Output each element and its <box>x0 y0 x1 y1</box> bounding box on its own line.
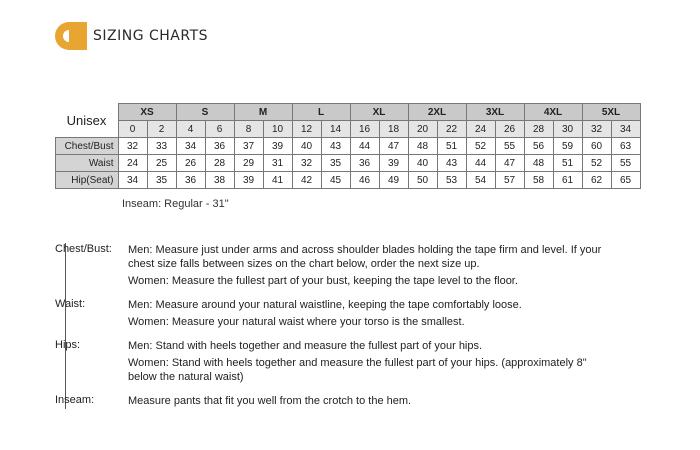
guide-line <box>128 274 655 288</box>
guide-prefix: Women: <box>128 275 169 287</box>
numeric-size-header: 32 <box>582 121 611 138</box>
numeric-size-header: 26 <box>495 121 524 138</box>
table-cell: 47 <box>379 138 408 155</box>
table-cell: 39 <box>263 138 292 155</box>
numeric-size-header: 12 <box>292 121 321 138</box>
table-cell: 55 <box>611 155 640 172</box>
table-cell: 36 <box>350 155 379 172</box>
size-header: M <box>234 104 292 121</box>
table-cell: 26 <box>176 155 205 172</box>
table-cell: 34 <box>176 138 205 155</box>
size-header: XS <box>118 104 176 121</box>
numeric-size-header: 8 <box>234 121 263 138</box>
guide-text: Stand with heels together and measure the fullest part of your hips. (approximately 8" <box>168 357 587 369</box>
table-cell: 48 <box>408 138 437 155</box>
guide-line <box>128 298 655 312</box>
size-header: L <box>292 104 350 121</box>
table-cell: 47 <box>495 155 524 172</box>
guide-text: Measure the fullest part of your bust, keeping the tape level to the floor. <box>168 275 518 287</box>
table-cell: 32 <box>118 138 147 155</box>
table-cell: 34 <box>118 172 147 189</box>
table-cell: 58 <box>524 172 553 189</box>
size-header-row <box>56 104 641 121</box>
numeric-size-row <box>56 121 641 138</box>
table-row <box>56 172 641 189</box>
guide-line <box>128 339 655 353</box>
guide-prefix: Men: <box>128 340 153 352</box>
table-cell: 57 <box>495 172 524 189</box>
table-cell: 59 <box>553 138 582 155</box>
inseam-regular-note: Inseam: Regular - 31" <box>122 198 229 210</box>
size-header: 4XL <box>524 104 582 121</box>
table-cell: 35 <box>321 155 350 172</box>
table-cell: 39 <box>234 172 263 189</box>
table-cell: 37 <box>234 138 263 155</box>
table-cell: 39 <box>379 155 408 172</box>
table-cell: 52 <box>582 155 611 172</box>
table-cell: 25 <box>147 155 176 172</box>
table-cell: 65 <box>611 172 640 189</box>
guide-line <box>128 370 655 384</box>
header <box>55 22 208 50</box>
numeric-size-header: 20 <box>408 121 437 138</box>
guide-section <box>55 339 655 384</box>
guide-label: Hips: <box>55 339 81 351</box>
guide-text: chest size falls between sizes on the chart below, order the next size up. <box>128 258 480 270</box>
guide-section <box>55 243 655 288</box>
guide-line <box>128 315 655 329</box>
numeric-size-header: 4 <box>176 121 205 138</box>
table-cell: 40 <box>408 155 437 172</box>
numeric-size-header: 10 <box>263 121 292 138</box>
table-cell: 54 <box>466 172 495 189</box>
size-header: XL <box>350 104 408 121</box>
table-cell: 38 <box>205 172 234 189</box>
numeric-size-header: 34 <box>611 121 640 138</box>
table-cell: 41 <box>263 172 292 189</box>
guide-line <box>128 356 655 370</box>
numeric-size-header: 6 <box>205 121 234 138</box>
table-cell: 36 <box>205 138 234 155</box>
table-cell: 51 <box>437 138 466 155</box>
table-cell: 40 <box>292 138 321 155</box>
size-header: 5XL <box>582 104 640 121</box>
table-cell: 42 <box>292 172 321 189</box>
table-cell: 43 <box>321 138 350 155</box>
guide-label: Inseam: <box>55 394 95 406</box>
table-cell: 49 <box>379 172 408 189</box>
sizing-table <box>55 103 641 189</box>
guide-text: Measure just under arms and across shoulder blades holding the tape firm and level. If your <box>152 244 602 256</box>
table-cell: 50 <box>408 172 437 189</box>
table-cell: 60 <box>582 138 611 155</box>
table-cell: 63 <box>611 138 640 155</box>
guide-section <box>55 394 655 408</box>
table-cell: 36 <box>176 172 205 189</box>
table-cell: 24 <box>118 155 147 172</box>
table-cell: 29 <box>234 155 263 172</box>
table-cell: 45 <box>321 172 350 189</box>
table-cell: 28 <box>205 155 234 172</box>
guide-text: Measure your natural waist where your torso is the smallest. <box>168 316 465 328</box>
guide-text: Measure around your natural waistline, keeping the tape comfortably loose. <box>152 299 522 311</box>
table-corner-label: Unisex <box>66 112 107 128</box>
guide-prefix: Women: <box>128 357 169 369</box>
table-cell: 62 <box>582 172 611 189</box>
size-header: S <box>176 104 234 121</box>
numeric-size-header: 14 <box>321 121 350 138</box>
table-cell: 52 <box>466 138 495 155</box>
numeric-size-header: 16 <box>350 121 379 138</box>
table-cell: 53 <box>437 172 466 189</box>
guide-prefix: Men: <box>128 299 153 311</box>
guide-text: below the natural waist) <box>128 371 244 383</box>
guide-label: Waist: <box>55 298 86 310</box>
guide-prefix: Women: <box>128 316 169 328</box>
measuring-guide <box>55 243 655 408</box>
size-header: 3XL <box>466 104 524 121</box>
table-cell: 44 <box>350 138 379 155</box>
table-cell: 51 <box>553 155 582 172</box>
table-cell: 31 <box>263 155 292 172</box>
table-row <box>56 138 641 155</box>
row-label: Hip(Seat) <box>56 172 119 189</box>
row-label: Chest/Bust <box>56 138 119 155</box>
guide-line <box>128 257 655 271</box>
page-title: SIZING CHARTS <box>93 28 209 44</box>
table-cell: 48 <box>524 155 553 172</box>
guide-line <box>128 243 655 257</box>
table-cell: 56 <box>524 138 553 155</box>
numeric-size-header: 2 <box>147 121 176 138</box>
numeric-size-header: 28 <box>524 121 553 138</box>
numeric-size-header: 18 <box>379 121 408 138</box>
guide-line <box>128 394 655 408</box>
table-cell: 43 <box>437 155 466 172</box>
table-cell: 55 <box>495 138 524 155</box>
table-cell: 32 <box>292 155 321 172</box>
numeric-size-header: 24 <box>466 121 495 138</box>
guide-section <box>55 298 655 329</box>
table-row <box>56 155 641 172</box>
numeric-size-header: 30 <box>553 121 582 138</box>
table-cell: 33 <box>147 138 176 155</box>
table-cell: 35 <box>147 172 176 189</box>
table-cell: 61 <box>553 172 582 189</box>
table-cell: 44 <box>466 155 495 172</box>
guide-label: Chest/Bust: <box>55 243 112 255</box>
logo-icon <box>55 22 87 50</box>
row-label: Waist <box>56 155 119 172</box>
numeric-size-header: 0 <box>118 121 147 138</box>
guide-text: Measure pants that fit you well from the crotch to the hem. <box>128 395 412 407</box>
size-header: 2XL <box>408 104 466 121</box>
guide-text: Stand with heels together and measure the fullest part of your hips. <box>152 340 483 352</box>
table-cell: 46 <box>350 172 379 189</box>
guide-prefix: Men: <box>128 244 153 256</box>
numeric-size-header: 22 <box>437 121 466 138</box>
